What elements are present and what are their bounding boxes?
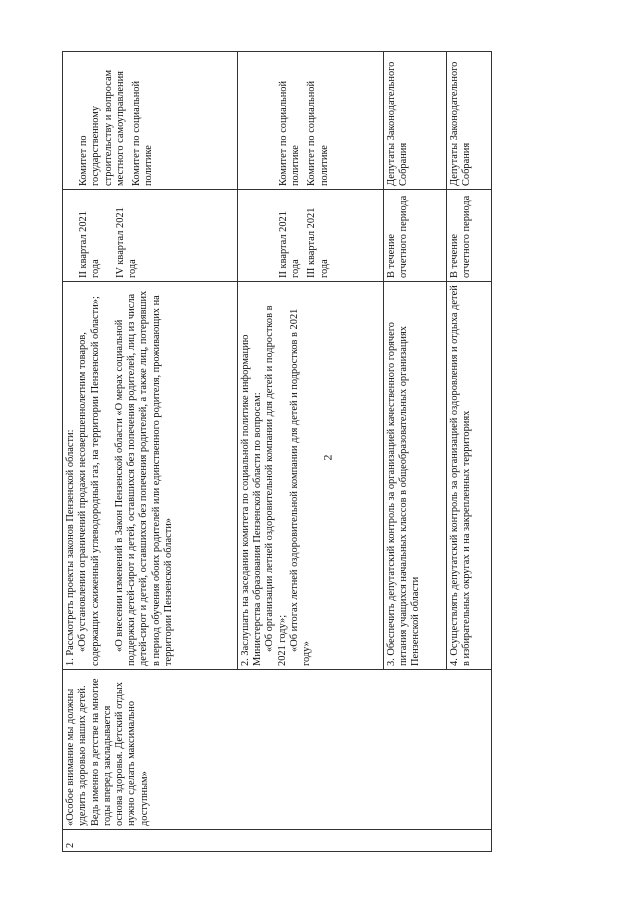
task-2-item-2: «Об итогах летней оздоровительной компании для детей и подростков в 2021 году» bbox=[288, 308, 313, 666]
task-1-intro: 1. Рассмотреть проекты законов Пензенской области: bbox=[65, 429, 76, 666]
term-cell-3 bbox=[383, 190, 446, 282]
term-cell-1 bbox=[63, 190, 238, 282]
task-1-item-2-term: IV квартал 2021 года bbox=[114, 207, 138, 278]
task-2-item-1-responsible: Комитет по социальной политике bbox=[277, 80, 302, 186]
task-1-item-2-responsible: Комитет по социальной политике bbox=[131, 80, 155, 186]
task-3-term: В течение отчетного периода bbox=[385, 195, 409, 278]
task-1-item-2: «О внесении изменений в Закон Пензенской области «О мерах социальной поддержки детей-сирот и детей, оставшихся без попечения родителей, лиц из числа детей-сирот и детей, оставшихся без попечения родителей, а также лиц, потерявших в период обучения обоих родителей или единственного родителя, проживающих на территории Пензенской области» bbox=[113, 290, 174, 666]
row-number-cell: 2 bbox=[63, 830, 492, 852]
task-cell-3 bbox=[383, 282, 446, 670]
rotated-table-area bbox=[62, 52, 492, 852]
task-2-item-1: «Об организации летней оздоровительной компании для детей и подростков в 2021 году»; bbox=[264, 305, 288, 666]
task-2-item-2-term: III квартал 2021 года bbox=[306, 207, 330, 278]
task-2-intro: 2. Заслушать на заседании комитета по социальной политике информацию Министерства образования Пензенской области по вопросам: bbox=[239, 334, 264, 666]
responsible-cell-4 bbox=[447, 52, 492, 190]
term-cell-4 bbox=[447, 190, 492, 282]
task-1-item-1-term: II квартал 2021 года bbox=[78, 211, 102, 278]
task-3-responsible: Депутаты Законодательного Собрания bbox=[385, 61, 409, 186]
task-cell-1 bbox=[63, 282, 238, 670]
task-cell-4 bbox=[447, 282, 492, 670]
task-4-term: В течение отчетного периода bbox=[449, 195, 473, 278]
responsible-cell-3 bbox=[383, 52, 446, 190]
task-2-item-2-responsible: Комитет по социальной политике bbox=[306, 80, 330, 186]
term-cell-2 bbox=[237, 190, 383, 282]
task-cell-2 bbox=[237, 282, 383, 670]
plan-table bbox=[62, 51, 492, 852]
page-number: 2 bbox=[320, 454, 335, 461]
table-row-task-1 bbox=[63, 52, 238, 852]
rotated-table-canvas bbox=[62, 52, 492, 852]
task-4-responsible: Депутаты Законодательного Собрания bbox=[449, 61, 473, 186]
task-3-text: 3. Обеспечить депутатский контроль за организацией качественного горячего питания учащихся начальных классов в общеобразовательных организациях Пензенской области bbox=[385, 322, 422, 666]
responsible-cell-1 bbox=[63, 52, 238, 190]
quote-cell bbox=[63, 670, 492, 830]
quote-text: «Особое внимание мы должны уделить здоровью наших детей. Ведь именно в детстве на многие годы вперед закладывается основа здоровья. Детский отдых нужно сделать максимально доступным» bbox=[65, 678, 150, 826]
task-1-item-1: «Об установлении ограничений продажи несовершеннолетним товаров, содержащих сжиженный углеводородный газ, на территории Пензенской области»; bbox=[77, 296, 101, 666]
task-4-text: 4. Осуществлять депутатский контроль за организацией оздоровления и отдыха детей в избирательных округах и на закрепленных территориях bbox=[449, 285, 473, 666]
task-1-item-1-responsible: Комитет по государственному строительству и вопросам местного самоуправления bbox=[78, 69, 126, 186]
responsible-cell-2 bbox=[237, 52, 383, 190]
task-2-item-1-term: II квартал 2021 года bbox=[277, 211, 302, 278]
